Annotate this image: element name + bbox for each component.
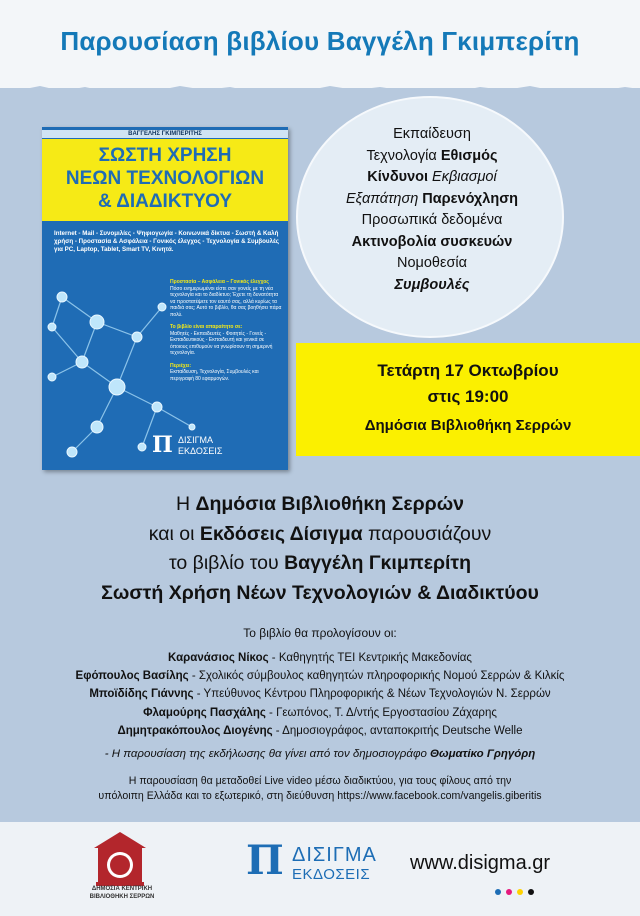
blurb-text: Εκπαίδευση, Τεχνολογία, Συμβουλές και περιγραφή 80 εφαρμογών.	[170, 369, 259, 382]
color-dots	[495, 882, 539, 900]
event-venue: Δημόσια Βιβλιοθήκη Σερρών	[364, 417, 572, 434]
publisher-name: ΔΙΣΙΓΜΑ	[178, 435, 214, 445]
topic-line: Τεχνολογία Εθισμός	[366, 147, 498, 164]
announcement-line: Η Δημόσια Βιβλιοθήκη Σερρών	[175, 493, 465, 515]
live-stream-note: Η παρουσίαση θα μεταδοθεί Live video μέσω διαδικτύου, για τους φίλους από την υπόλοιπη Ελλάδα και το εξωτερικό, στη διεύθυνση https://www.facebook.com/vangelis.giberitis	[98, 775, 542, 803]
book-title-line: ΝΕΩΝ ΤΕΧΝΟΛΟΓΙΩΝ	[65, 168, 265, 189]
speaker-row: Δημητρακόπουλος Διογένης - Δημοσιογράφος, ανταποκριτής Deutsche Welle	[117, 724, 523, 737]
book-author: ΒΑΓΓΕΛΗΣ ΓΚΙΜΠΕΡΙΤΗΣ	[42, 130, 288, 138]
dot-magenta-icon	[506, 889, 512, 895]
publisher-mark-icon: Π	[152, 432, 173, 458]
blurb-heading: Προστασία – Ασφάλεια – Γονικός έλεγχος	[170, 279, 269, 285]
topic-line: Προσωπικά δεδομένα	[361, 212, 503, 228]
dot-blue-icon	[495, 889, 501, 895]
library-logo-icon	[90, 830, 150, 890]
announcement-book-title: Σωστή Χρήση Νέων Τεχνολογιών & Διαδικτύου	[101, 581, 539, 604]
blurb-heading: Περιέχει:	[170, 362, 192, 369]
book-blurb	[170, 279, 282, 382]
disigma-mark-icon: Π	[246, 837, 284, 884]
presenter-note: - Η παρουσίαση της εκδήλωσης θα γίνει από τον δημοσιογράφο Θωματίκο Γρηγόρη	[104, 748, 536, 761]
blurb-text: Πόσο ενημερωμένοι είστε σαν γονείς με τη νέα τεχνολογία και το διαδίκτυο; Έχετε τη δυνατότητα να προστατέψετε τον εαυτό σας, αλλά κυρίως τα παιδιά σας; Αυτό το βιβλίο, θα σας βοηθήσει πάρα πολύ.	[170, 285, 282, 318]
topic-line: Συμβουλές	[394, 276, 470, 293]
book-title-line: & ΔΙΑΔΙΚΤΥΟΥ	[97, 191, 233, 212]
publisher-subname: ΕΚΔΟΣΕΙΣ	[178, 446, 223, 456]
event-date: Τετάρτη 17 Οκτωβρίου	[377, 361, 559, 380]
book-topics: Internet - Mail - Συνομιλίες - Ψηφιογωγία - Κοινωνικά δίκτυα - Σωστή & Καλή χρήση - Προστασία & Ασφάλεια - Γονικός έλεγχος - Τεχνολογία & Συμβουλές για PC, Laptop, Tablet, Smart TV, Κινητά.	[54, 230, 279, 253]
footer	[0, 822, 640, 916]
header-band	[0, 0, 640, 88]
library-name: ΔΗΜΟΣΙΑ ΚΕΝΤΡΙΚΗ ΒΙΒΛΙΟΘΗΚΗ ΣΕΡΡΩΝ	[89, 886, 155, 900]
book-title-line: ΣΩΣΤΗ ΧΡΗΣΗ	[98, 145, 232, 166]
speaker-row: Καρανάσιος Νίκος - Καθηγητής ΤΕΙ Κεντρικής Μακεδονίας	[168, 652, 472, 664]
topic-line: Κίνδυνοι Εκβιασμοί	[367, 169, 497, 185]
book-cover	[42, 127, 288, 470]
event-box	[296, 343, 640, 456]
speaker-row: Εφόπουλος Βασίλης - Σχολικός σύμβουλος καθηγητών πληροφορικής Νομού Σερρών & Κιλκίς	[75, 670, 565, 683]
speakers-section	[0, 626, 640, 804]
torn-paper-edge	[0, 80, 640, 102]
announcement	[0, 490, 640, 608]
disigma-name: ΔΙΣΙΓΜΑ	[292, 844, 377, 866]
announcement-line: το βιβλίο του Βαγγέλη Γκιμπερίτη	[168, 552, 472, 574]
dot-yellow-icon	[517, 889, 523, 895]
speakers-intro: Το βιβλίο θα προλογίσουν οι:	[243, 626, 397, 640]
event-time: στις 19:00	[427, 387, 509, 406]
topics-circle	[296, 96, 564, 338]
dot-black-icon	[528, 889, 534, 895]
speaker-row: Φλαμούρης Πασχάλης - Γεωπόνος, Τ. Δ/ντής Εργοστασίου Ζάχαρης	[143, 706, 497, 719]
website-link[interactable]: www.disigma.gr	[410, 852, 551, 874]
speaker-row: Μποϊδίδης Γιάννης - Υπεύθυνος Κέντρου Πληροφορικής & Νέων Τεχνολογιών Ν. Σερρών	[89, 688, 551, 701]
topic-line: Εκπαίδευση	[393, 126, 471, 142]
disigma-logo	[246, 837, 396, 890]
page-title: Παρουσίαση βιβλίου Βαγγέλη Γκιμπερίτη	[60, 26, 580, 56]
blurb-text: Μαθητές - Εκπαιδευτές - Φοιτητές - Γονείς - Εκπαιδευτικούς - Εκπαιδευτή και γενικά σε όποιους επιθυμούν να γνωρίσουν τη σημερινή τεχνολογία.	[170, 330, 273, 356]
book-title	[42, 144, 288, 213]
blurb-heading: Το βιβλίο είναι απαραίτητο σε:	[170, 324, 243, 330]
topic-line: Ακτινοβολία συσκευών	[351, 233, 513, 250]
book-publisher-logo	[152, 430, 222, 460]
topic-line: Εξαπάτηση Παρενόχληση	[346, 190, 518, 207]
topic-line: Νομοθεσία	[396, 255, 468, 271]
announcement-line: και οι Εκδόσεις Δίσιγμα παρουσιάζουν	[148, 522, 492, 545]
disigma-subname: ΕΚΔΟΣΕΙΣ	[292, 866, 371, 883]
